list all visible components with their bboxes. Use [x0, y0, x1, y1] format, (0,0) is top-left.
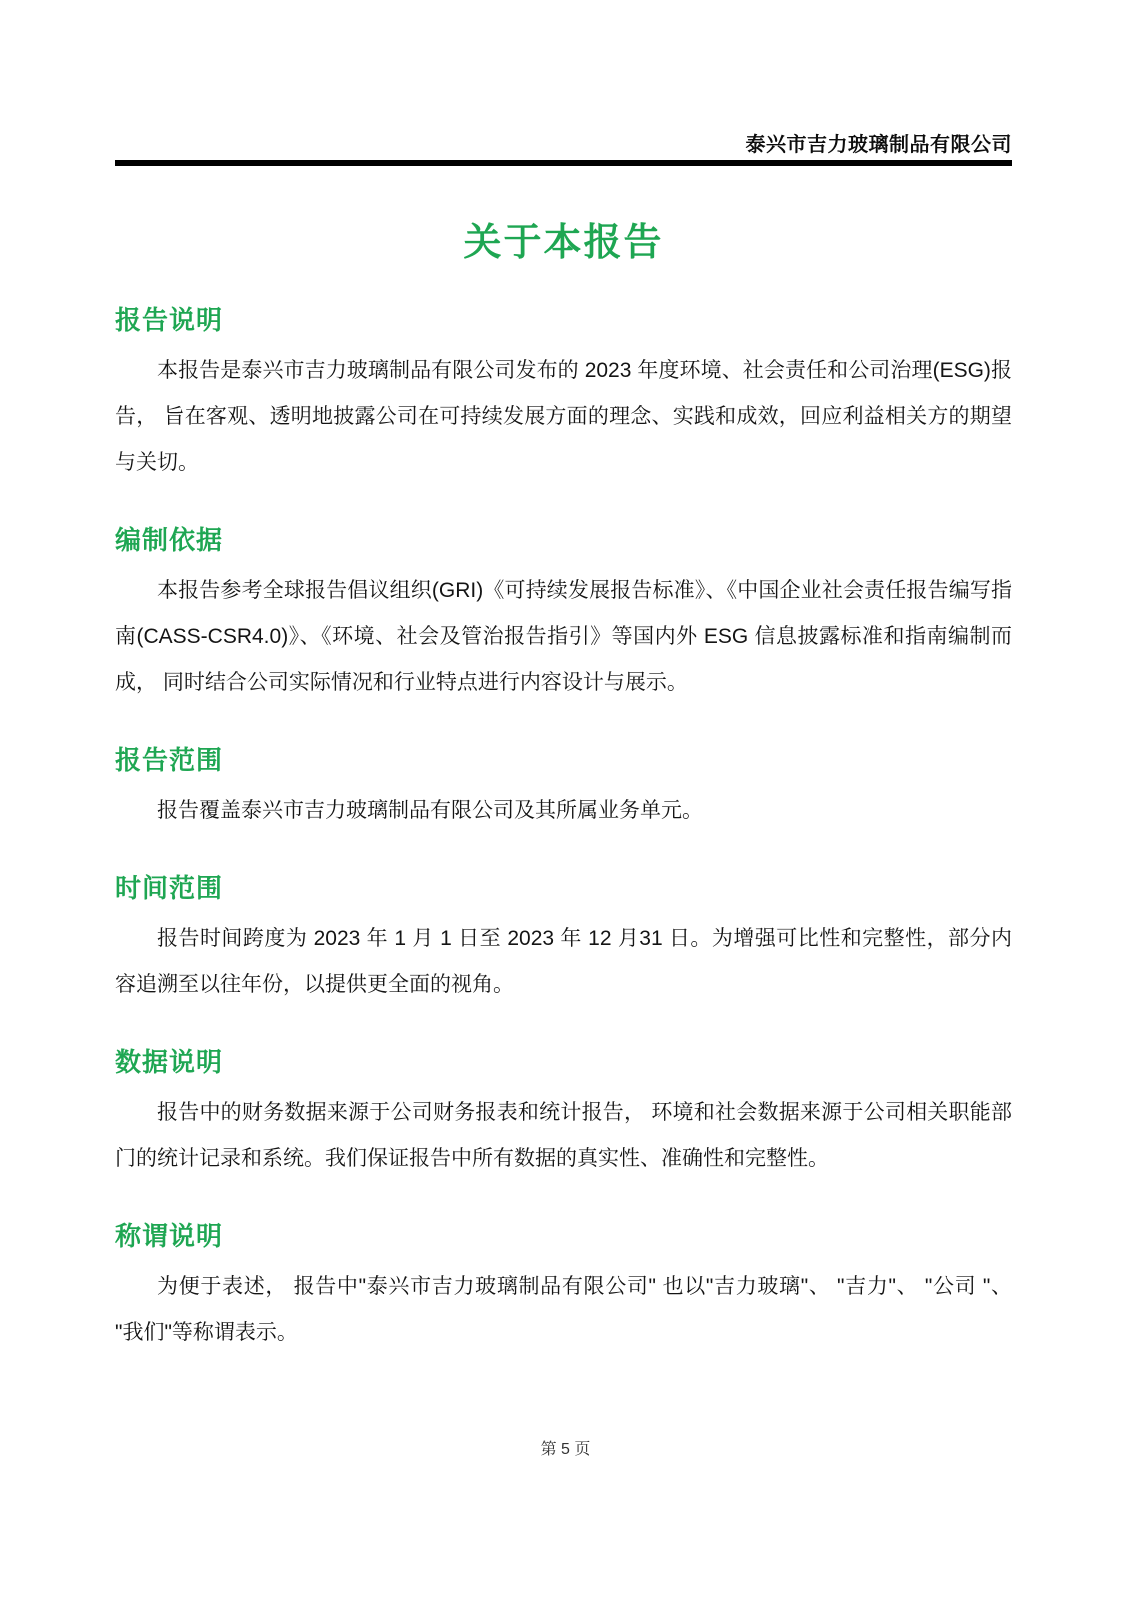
section-heading: 报告范围: [115, 745, 224, 775]
section-body: 报告中的财务数据来源于公司财务报表和统计报告， 环境和社会数据来源于公司相关职能部门的统计记录和系统。我们保证报告中所有数据的真实性、准确性和完整性。: [115, 1101, 1012, 1170]
section-data-description: [115, 1046, 1012, 1182]
page-title: 关于本报告: [463, 222, 664, 264]
section-heading: 数据说明: [115, 1047, 224, 1077]
header-rule: [115, 160, 1012, 166]
section-heading: 称谓说明: [115, 1221, 224, 1251]
section-body: 报告时间跨度为 2023 年 1 月 1 日至 2023 年 12 月31 日。为增强可比性和完整性，部分内容追溯至以往年份，以提供更全面的视角。: [115, 927, 1012, 996]
section-report-description: [115, 304, 1012, 486]
section-naming-convention: [115, 1220, 1012, 1356]
section-body: 报告覆盖泰兴市吉力玻璃制品有限公司及其所属业务单元。: [157, 799, 703, 822]
section-heading: 时间范围: [115, 873, 224, 903]
page-footer: [0, 1436, 1131, 1459]
section-heading: 编制依据: [115, 525, 224, 555]
section-time-range: [115, 872, 1012, 1008]
section-body: 本报告是泰兴市吉力玻璃制品有限公司发布的 2023 年度环境、社会责任和公司治理(ESG)报告， 旨在客观、透明地披露公司在可持续发展方面的理念、实践和成效，回应利益相关方的期望与关切。: [115, 359, 1012, 474]
page-number: 第 5 页: [540, 1441, 591, 1458]
page-header: [115, 0, 1012, 166]
section-body: 本报告参考全球报告倡议组织(GRI)《可持续发展报告标准》、《中国企业社会责任报告编写指南(CASS-CSR4.0)》、《环境、社会及管治报告指引》等国内外 ESG 信息披露标准和指南编制而成， 同时结合公司实际情况和行业特点进行内容设计与展示。: [115, 579, 1012, 694]
section-heading: 报告说明: [115, 305, 224, 335]
section-body: 为便于表述， 报告中"泰兴市吉力玻璃制品有限公司" 也以"吉力玻璃"、 "吉力"、 "公司 "、 "我们"等称谓表示。: [115, 1275, 1012, 1344]
section-report-scope: [115, 744, 1012, 834]
header-company-name: 泰兴市吉力玻璃制品有限公司: [745, 134, 1012, 156]
section-compilation-basis: [115, 524, 1012, 706]
